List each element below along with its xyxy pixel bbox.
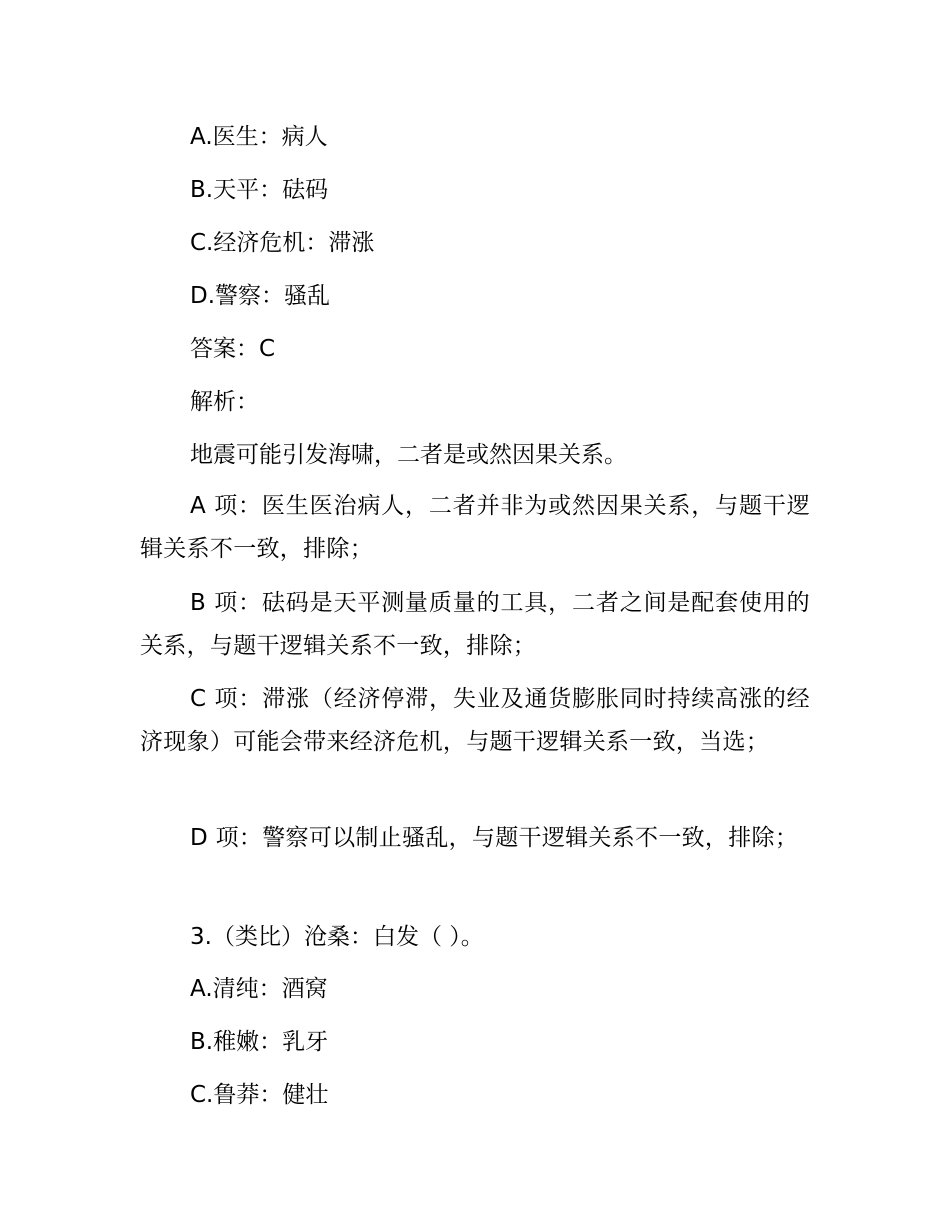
q3-stem: 3.（类比）沧桑：白发（ ）。 — [190, 924, 484, 950]
q2-analysis-label: 解析： — [190, 389, 259, 415]
q2-analysis-c: C 项：滞涨（经济停滞，失业及通货膨胀同时持续高涨的经济现象）可能会带来经济危机，与题干逻辑关系一致，当选； — [140, 686, 810, 755]
q2-option-c: C.经济危机：滞涨 — [190, 230, 375, 256]
q3-option-b: B.稚嫩：乳牙 — [190, 1029, 329, 1055]
q2-answer: 答案：C — [190, 336, 276, 362]
q2-analysis-d: D 项：警察可以制止骚乱，与题干逻辑关系不一致，排除； — [190, 825, 799, 851]
q2-option-d: D.警察：骚乱 — [190, 283, 331, 309]
q3-option-a: A.清纯：酒窝 — [190, 976, 328, 1002]
q2-analysis-b: B 项：砝码是天平测量质量的工具，二者之间是配套使用的关系，与题干逻辑关系不一致，排除； — [140, 590, 810, 659]
q2-option-a: A.医生：病人 — [190, 124, 328, 150]
q3-option-c: C.鲁莽：健壮 — [190, 1082, 329, 1108]
q2-option-b: B.天平：砝码 — [190, 177, 329, 203]
q2-analysis-a: A 项：医生医治病人，二者并非为或然因果关系，与题干逻辑关系不一致，排除； — [140, 493, 810, 562]
q2-analysis-intro: 地震可能引发海啸，二者是或然因果关系。 — [190, 442, 627, 468]
